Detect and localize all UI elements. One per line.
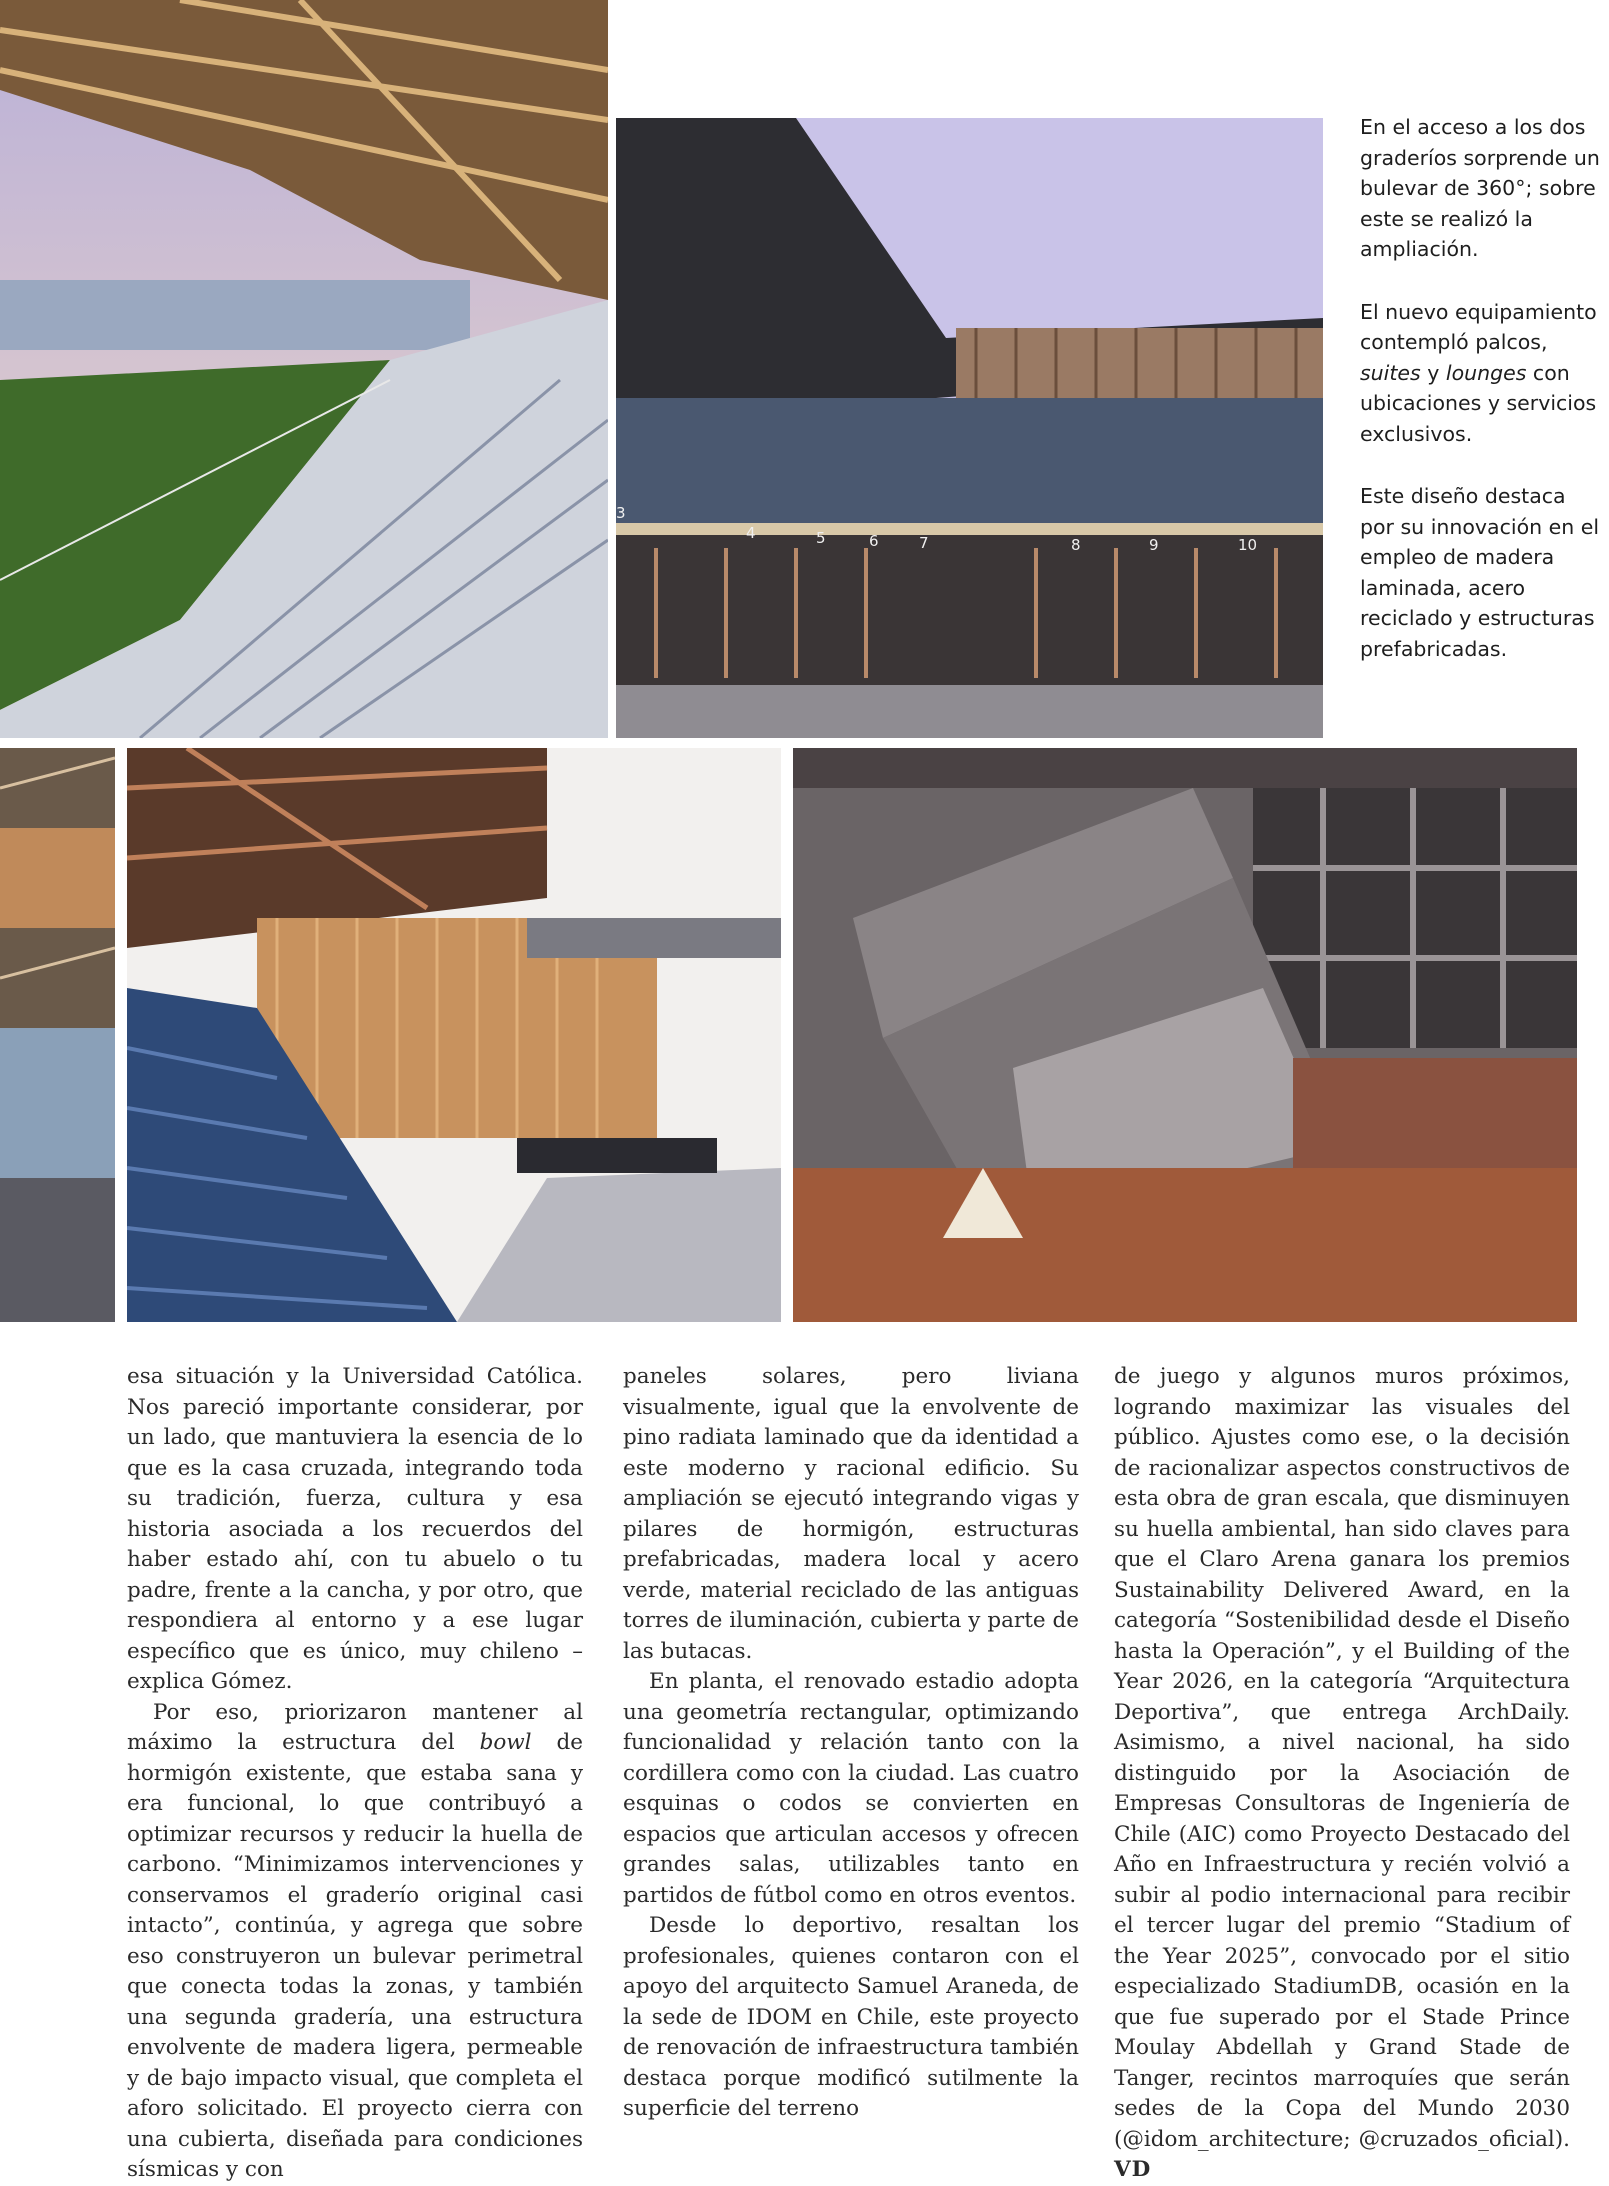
- photo-boulevard: [616, 118, 1323, 738]
- body-paragraph: esa situación y la Universidad Católica. Nos pareció importante considerar, por un lado, que mantuviera la esencia de lo que es la casa cruzada, integrando toda su tradición, fuerza, cultura y esa historia asociada a los recuerdos del haber estado ahí, con tu abuelo o tu padre, frente a la cancha, y por otro, que respondiera al entorno y a ese lugar específico que es único, muy chileno –explica Gómez.: [127, 1364, 583, 1694]
- body-paragraph: Por eso, priorizaron mantener al máximo la estructura del bowl de hormigón existente, que estaba sana y era funcional, lo que contribuyó a optimizar recursos y reducir la huella de carbono. “Minimizamos intervenciones y conservamos el graderío original casi intacto”, continúa, y agrega que sobre eso construyeron un bulevar perimetral que conecta todas la zonas, y también una segunda gradería, una estructura envolvente de madera ligera, permeable y de bajo impacto visual, que completa el aforo solicitado. El proyecto cierra con una cubierta, diseñada para condiciones sísmicas y con: [127, 1699, 584, 2182]
- gate-number: 7: [919, 534, 929, 552]
- gate-number: 10: [1238, 536, 1258, 554]
- body-column-2: [623, 1362, 1079, 2125]
- photo-stadium-strip: [0, 748, 115, 1322]
- gate-number: 9: [1149, 536, 1159, 554]
- body-column-1: [127, 1362, 583, 2186]
- photo-captions: [1360, 112, 1600, 696]
- photo-staircase: [793, 748, 1577, 1322]
- gate-number: 4: [746, 524, 756, 542]
- gate-number: 5: [816, 529, 826, 547]
- caption-equipment: El nuevo equipamiento contempló palcos, suites y lounges con ubicaciones y servicios exclusivos.: [1360, 299, 1597, 446]
- body-paragraph: paneles solares, pero liviana visualmente, igual que la envolvente de pino radiata laminado que da identidad a este moderno y racional edificio. Su ampliación se ejecutó integrando vigas y pilares de hormigón, estructuras prefabricadas, madera local y acero verde, material reciclado de las antiguas torres de iluminación, cubierta y parte de las butacas.: [623, 1364, 1079, 1664]
- caption-boulevard: En el acceso a los dos graderíos sorprende un bulevar de 360°; sobre este se realizó la ampliación.: [1360, 115, 1600, 261]
- photo-upper-tier: [127, 748, 781, 1322]
- gate-number: 8: [1071, 536, 1081, 554]
- body-paragraph: de juego y algunos muros próximos, logrando maximizar las visuales del público. Ajustes como ese, o la decisión de racionalizar aspectos constructivos de esta obra de gran escala, que disminuyen su huella ambiental, han sido claves para que el Claro Arena ganara los premios Sustainability Delivered Award, en la categoría “Sostenibilidad desde el Diseño hasta la Operación”, y el Building of the Year 2026, en la categoría “Arquitectura Deportiva”, que entrega ArchDaily. Asimismo, a nivel nacional, ha sido distinguido por la Asociación de Empresas Consultoras de Ingeniería de Chile (AIC) como Proyecto Destacado del Año en Infraestructura y recién volvió a subir al podio internacional para recibir el tercer lugar del premio “Stadium of the Year 2025”, convocado por el sitio especializado StadiumDB, ocasión en la que fue superado por el Stade Prince Moulay Abdellah y Grand Stade de Tanger, recintos marroquíes que serán sedes de la Copa del Mundo 2030 (@idom_architecture; @cruzados_oficial). VD: [1114, 1364, 1570, 2182]
- author-signature: VD: [1114, 2157, 1152, 2182]
- body-paragraph: Desde lo deportivo, resaltan los profesionales, quienes contaron con el apoyo del arquitecto Samuel Araneda, de la sede de IDOM en Chile, este proyecto de renovación de infraestructura también destaca porque modificó sutilmente la superficie del terreno: [623, 1913, 1079, 2121]
- gate-number: 6: [869, 532, 879, 550]
- body-paragraph: En planta, el renovado estadio adopta una geometría rectangular, optimizando funcionalidad y relación tanto con la cordillera como con la ciudad. Las cuatro esquinas o codos se convierten en espacios que articulan accesos y ofrecen grandes salas, utilizables tanto en partidos de fútbol como en otros eventos.: [623, 1669, 1079, 1908]
- caption-design: Este diseño destaca por su innovación en el empleo de madera laminada, acero reciclado y estructuras prefabricadas.: [1360, 484, 1600, 661]
- gate-number: 3: [616, 504, 626, 522]
- photo-stadium-pitch: [0, 0, 608, 738]
- body-column-3: [1114, 1362, 1570, 2186]
